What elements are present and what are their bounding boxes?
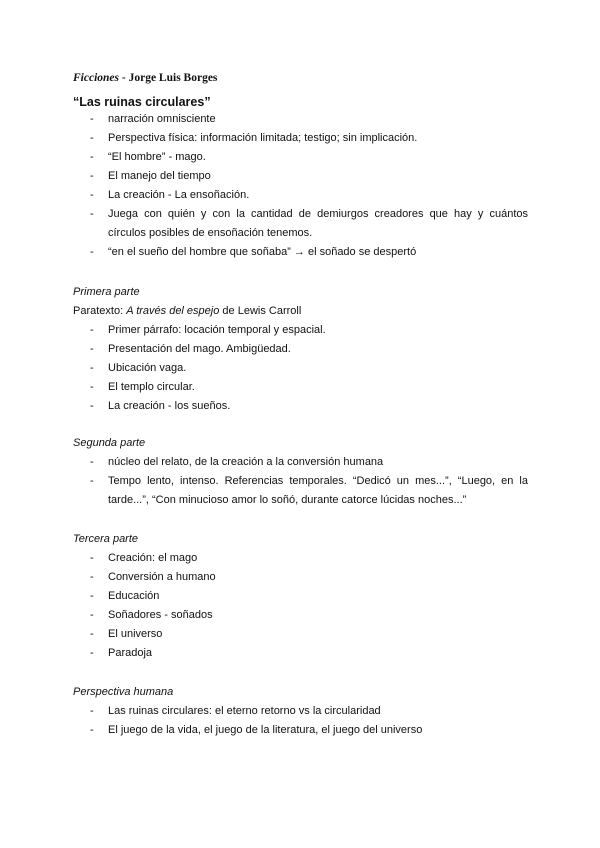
list-item: - Creación: el mago	[73, 549, 528, 568]
dash-bullet: -	[90, 132, 94, 144]
list-item: - El universo	[73, 625, 528, 644]
dash-bullet: -	[90, 324, 94, 336]
list-item: - La creación - los sueños.	[73, 397, 528, 416]
list-item: - núcleo del relato, de la creación a la conversión humana	[73, 453, 528, 472]
paratext-rest: de Lewis Carroll	[219, 305, 302, 317]
list-item: - Primer párrafo: locación temporal y espacial.	[73, 321, 528, 340]
list-item: - El manejo del tiempo	[73, 167, 528, 186]
paratext-label: Paratexto:	[73, 305, 127, 317]
list-item: - “El hombre” - mago.	[73, 148, 528, 167]
dash-bullet: -	[90, 590, 94, 602]
author-name: Jorge Luis Borges	[128, 72, 218, 84]
intro-list	[73, 110, 528, 262]
story-title: “Las ruinas circulares”	[73, 95, 211, 109]
segunda-list	[73, 453, 528, 510]
section-heading: Primera parte	[73, 286, 140, 298]
dash-bullet: -	[90, 246, 94, 258]
tercera-parte-section	[73, 530, 528, 663]
primera-parte-section	[73, 283, 528, 416]
list-item: - Soñadores - soñados	[73, 606, 528, 625]
perspectiva-list	[73, 702, 528, 740]
list-item: - “en el sueño del hombre que soñaba” → el soñado se despertó	[73, 243, 528, 262]
dash-bullet: -	[90, 151, 94, 163]
dash-bullet: -	[90, 208, 94, 220]
list-item: - Ubicación vaga.	[73, 359, 528, 378]
list-item: - El juego de la vida, el juego de la literatura, el juego del universo	[73, 721, 528, 740]
dash-bullet: -	[90, 475, 94, 487]
segunda-parte-section	[73, 434, 528, 510]
dash-bullet: -	[90, 170, 94, 182]
dash-bullet: -	[90, 571, 94, 583]
dash-bullet: -	[90, 343, 94, 355]
section-heading: Segunda parte	[73, 437, 146, 449]
dash-bullet: -	[90, 552, 94, 564]
dash-bullet: -	[90, 456, 94, 468]
list-item: - Tempo lento, intenso. Referencias temporales. “Dedicó un mes...”, “Luego, en la tarde...”, “Con minucioso amor lo soñó, durante catorce lúcidas noches...”	[73, 472, 528, 510]
paratext-line	[73, 302, 528, 321]
book-title: Ficciones	[73, 72, 119, 84]
dash-bullet: -	[90, 400, 94, 412]
perspectiva-humana-section	[73, 683, 528, 740]
dash-bullet: -	[90, 113, 94, 125]
section-heading: Perspectiva humana	[73, 686, 174, 698]
list-item: - Las ruinas circulares: el eterno retorno vs la circularidad	[73, 702, 528, 721]
list-item: - Perspectiva física: información limitada; testigo; sin implicación.	[73, 129, 528, 148]
dash-bullet: -	[90, 381, 94, 393]
primera-list	[73, 321, 528, 416]
tercera-list	[73, 549, 528, 663]
list-item: - Presentación del mago. Ambigüedad.	[73, 340, 528, 359]
dash-bullet: -	[90, 628, 94, 640]
dash-bullet: -	[90, 362, 94, 374]
paratext-work: A través del espejo	[126, 305, 220, 317]
dash-bullet: -	[90, 609, 94, 621]
intro-section	[73, 110, 528, 262]
document-header	[73, 72, 217, 84]
dash-bullet: -	[90, 724, 94, 736]
list-item: - Juega con quién y con la cantidad de demiurgos creadores que hay y cuántos círculos posibles de ensoñación tenemos.	[73, 205, 528, 243]
dash-bullet: -	[90, 189, 94, 201]
dash-bullet: -	[90, 647, 94, 659]
dash-bullet: -	[90, 705, 94, 717]
header-separator: -	[119, 72, 129, 84]
list-item: - Paradoja	[73, 644, 528, 663]
list-item: - La creación - La ensoñación.	[73, 186, 528, 205]
list-item: - narración omnisciente	[73, 110, 528, 129]
section-heading: Tercera parte	[73, 533, 139, 545]
list-item: - El templo circular.	[73, 378, 528, 397]
list-item: - Educación	[73, 587, 528, 606]
list-item: - Conversión a humano	[73, 568, 528, 587]
